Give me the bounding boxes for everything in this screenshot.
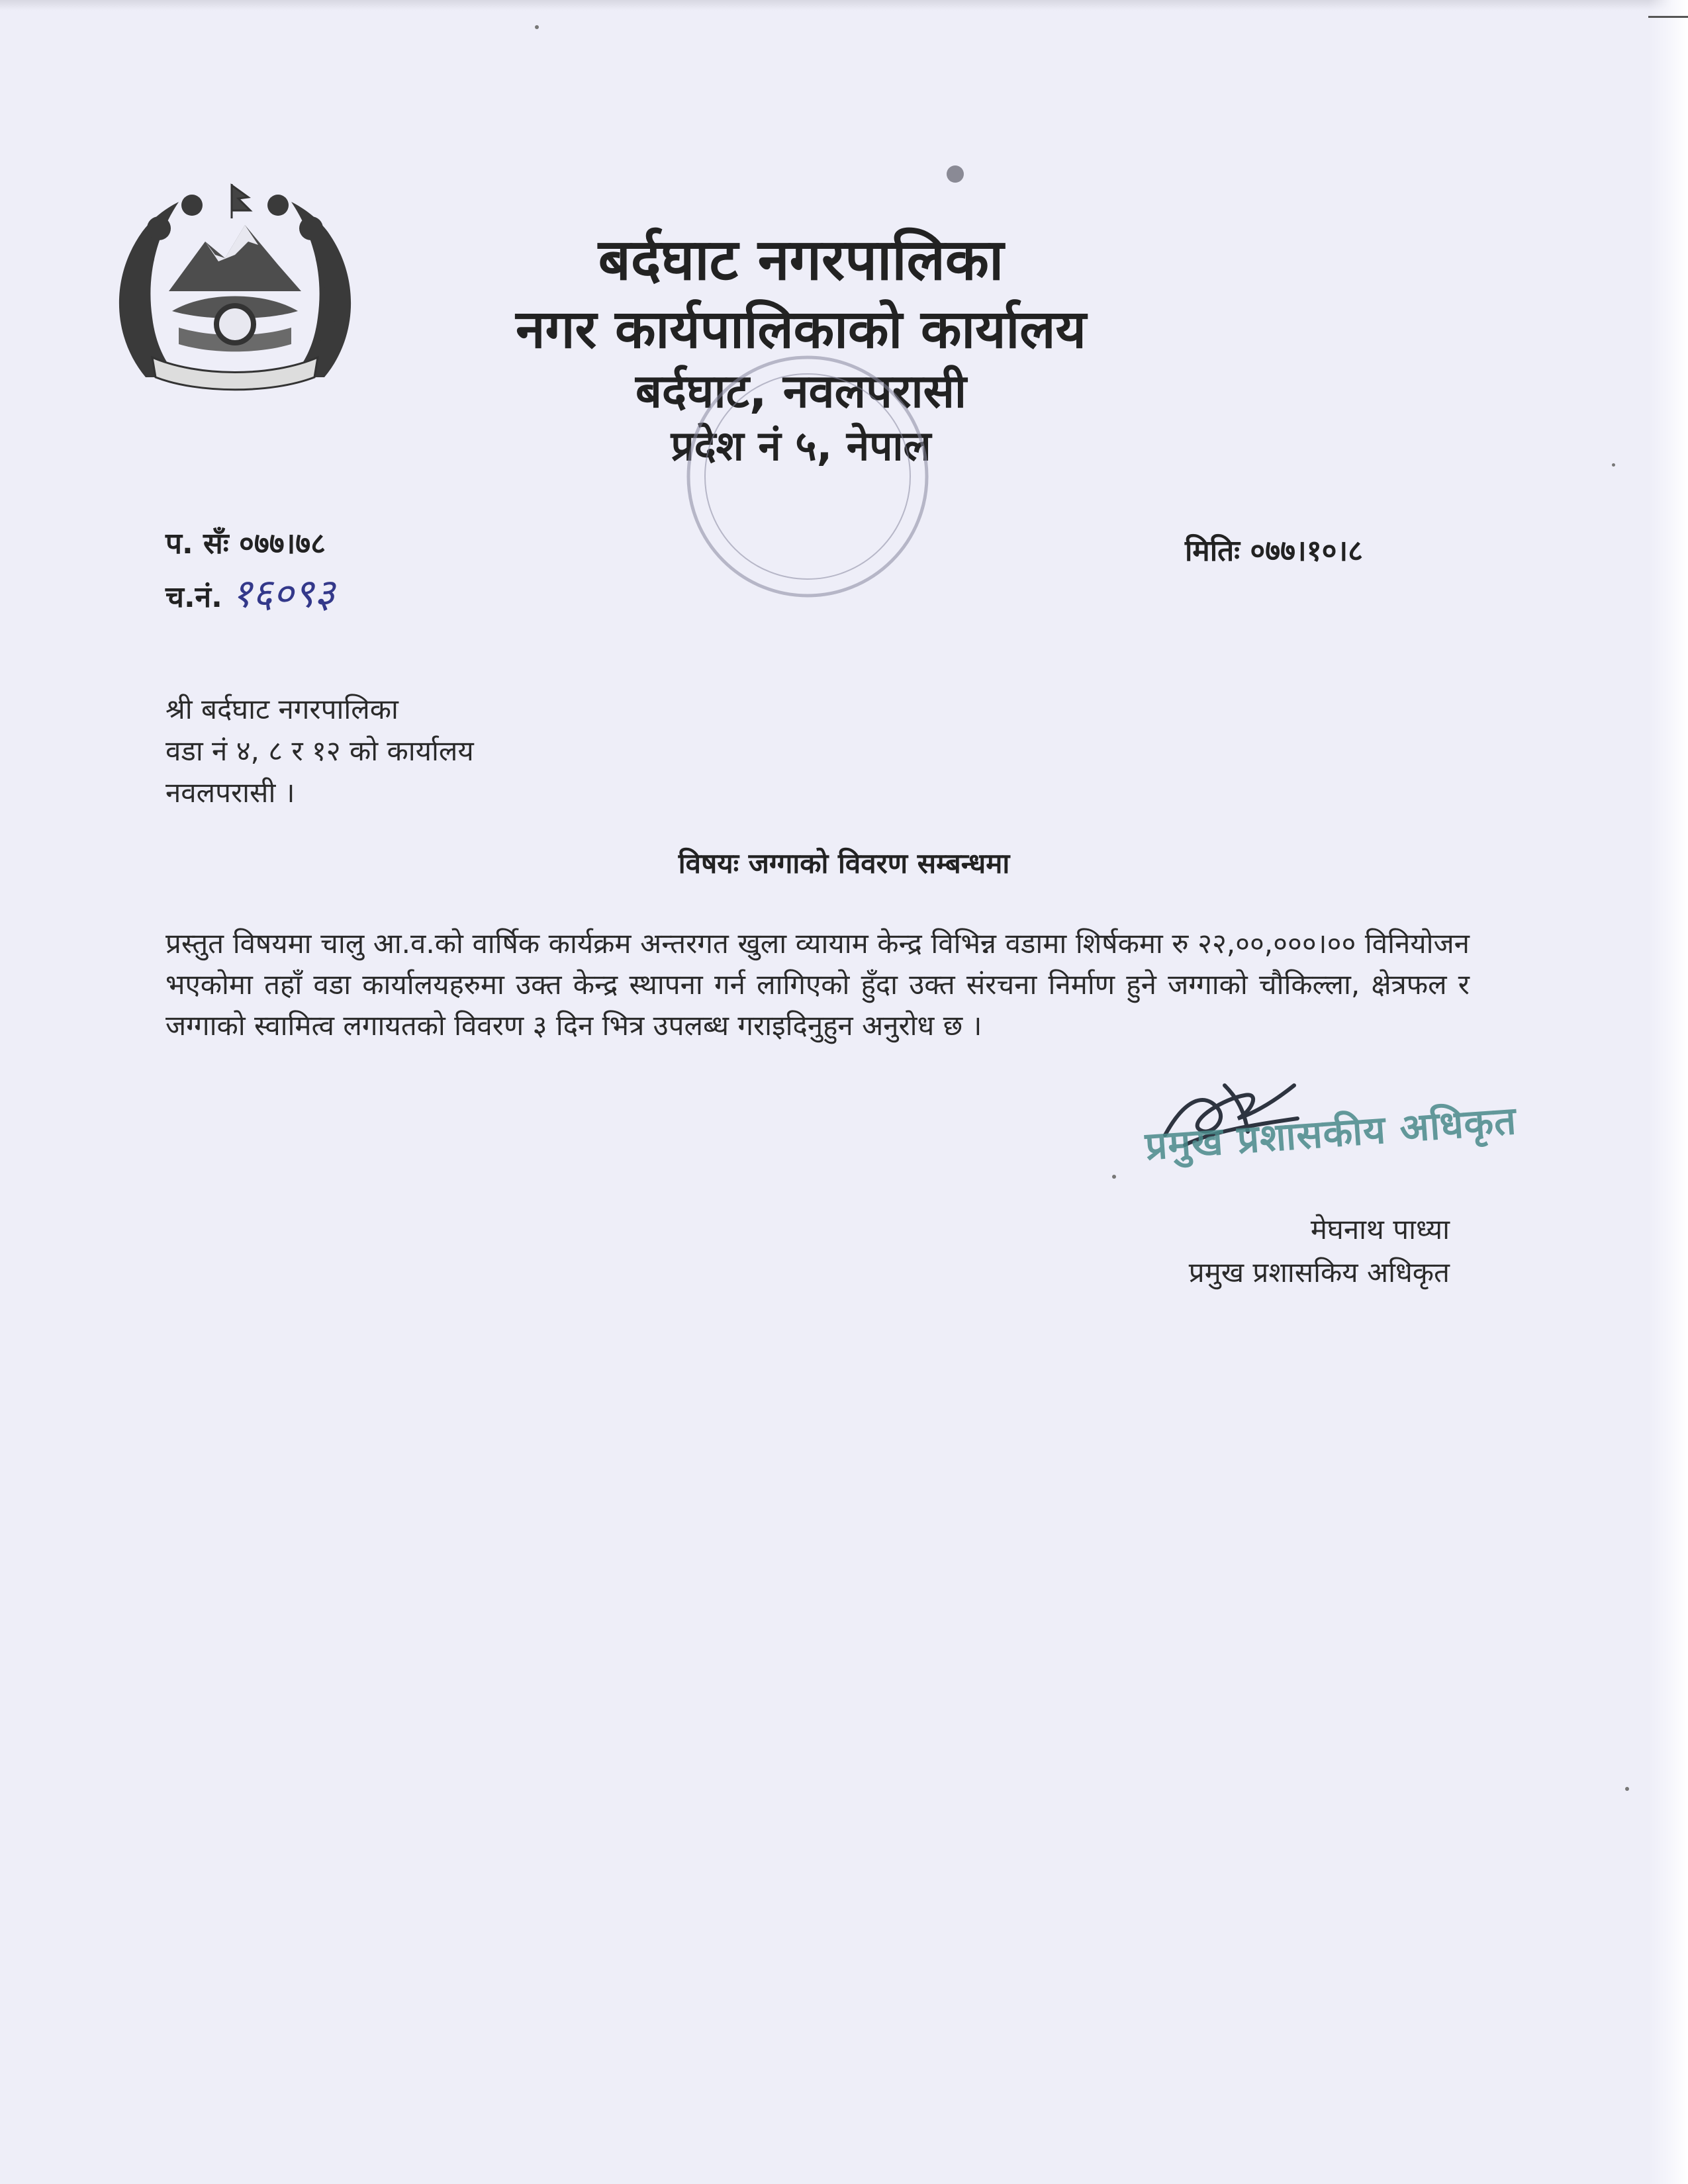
- province-line: प्रदेश नं ५, नेपाल: [671, 422, 931, 470]
- recipient-line-3: नवलपरासी ।: [165, 776, 295, 809]
- dispatch-label: च.नं.: [165, 580, 222, 614]
- dispatch-line: [165, 565, 335, 623]
- nepal-government-emblem-icon: [106, 179, 364, 397]
- municipality-name: बर्दघाट नगरपालिका: [598, 227, 1004, 293]
- dispatch-number-handwritten: १६०९३: [231, 570, 335, 617]
- scan-speck: [535, 25, 539, 29]
- recipient-block: [165, 688, 474, 813]
- recipient-line-2: वडा नं ४, ८ र १२ को कार्यालय: [165, 735, 474, 767]
- signatory-block: [1059, 1208, 1450, 1294]
- signatory-title: प्रमुख प्रशासकिय अधिकृत: [1188, 1256, 1450, 1289]
- office-seal-stamp: [669, 338, 947, 615]
- office-name: नगर कार्यपालिकाको कार्यालय: [516, 298, 1086, 360]
- letter-body: प्रस्तुत विषयमा चालु आ.व.को वार्षिक कार्यक्रम अन्तरगत खुला व्यायाम केन्द्र विभिन्न वडामा शिर्षकमा रु २२,००,०००।०० विनियोजन भएकोमा तहाँ वडा कार्यालयहरुमा उक्त केन्द्र स्थापना गर्न लागिएको हुँदा उक्त संरचना निर्माण हुने जग्गाको चौकिल्ला, क्षेत्रफल र जग्गाको स्वामित्व लगायतको विवरण ३ दिन भित्र उपलब्ध गराइदिनुहुन अनुरोध छ ।: [165, 927, 1470, 1042]
- letter-number: प. सँः ०७७।७८: [165, 527, 326, 561]
- scan-speck: [1625, 1787, 1629, 1791]
- scan-speck: [1612, 463, 1615, 467]
- scan-edge-right: [1648, 0, 1688, 2184]
- subject-line: विषयः जग्गाको विवरण सम्बन्धमा: [678, 847, 1010, 880]
- signatory-name: मेघनाथ पाध्या: [1310, 1213, 1450, 1246]
- scan-artifact-line: [1648, 16, 1688, 18]
- scan-speck: [1112, 1175, 1116, 1179]
- reference-block: [165, 523, 335, 623]
- office-address: बर्दघाट, नवलपरासी: [635, 363, 967, 418]
- letter-date: मितिः ०७७।१०।८: [1185, 534, 1364, 568]
- scan-edge-top: [0, 0, 1688, 11]
- recipient-line-1: श्री बर्दघाट नगरपालिका: [165, 693, 399, 725]
- scan-speck: [947, 165, 964, 183]
- official-title-stamp: प्रमुख प्रशासकीय अधिकृत: [1143, 1097, 1519, 1169]
